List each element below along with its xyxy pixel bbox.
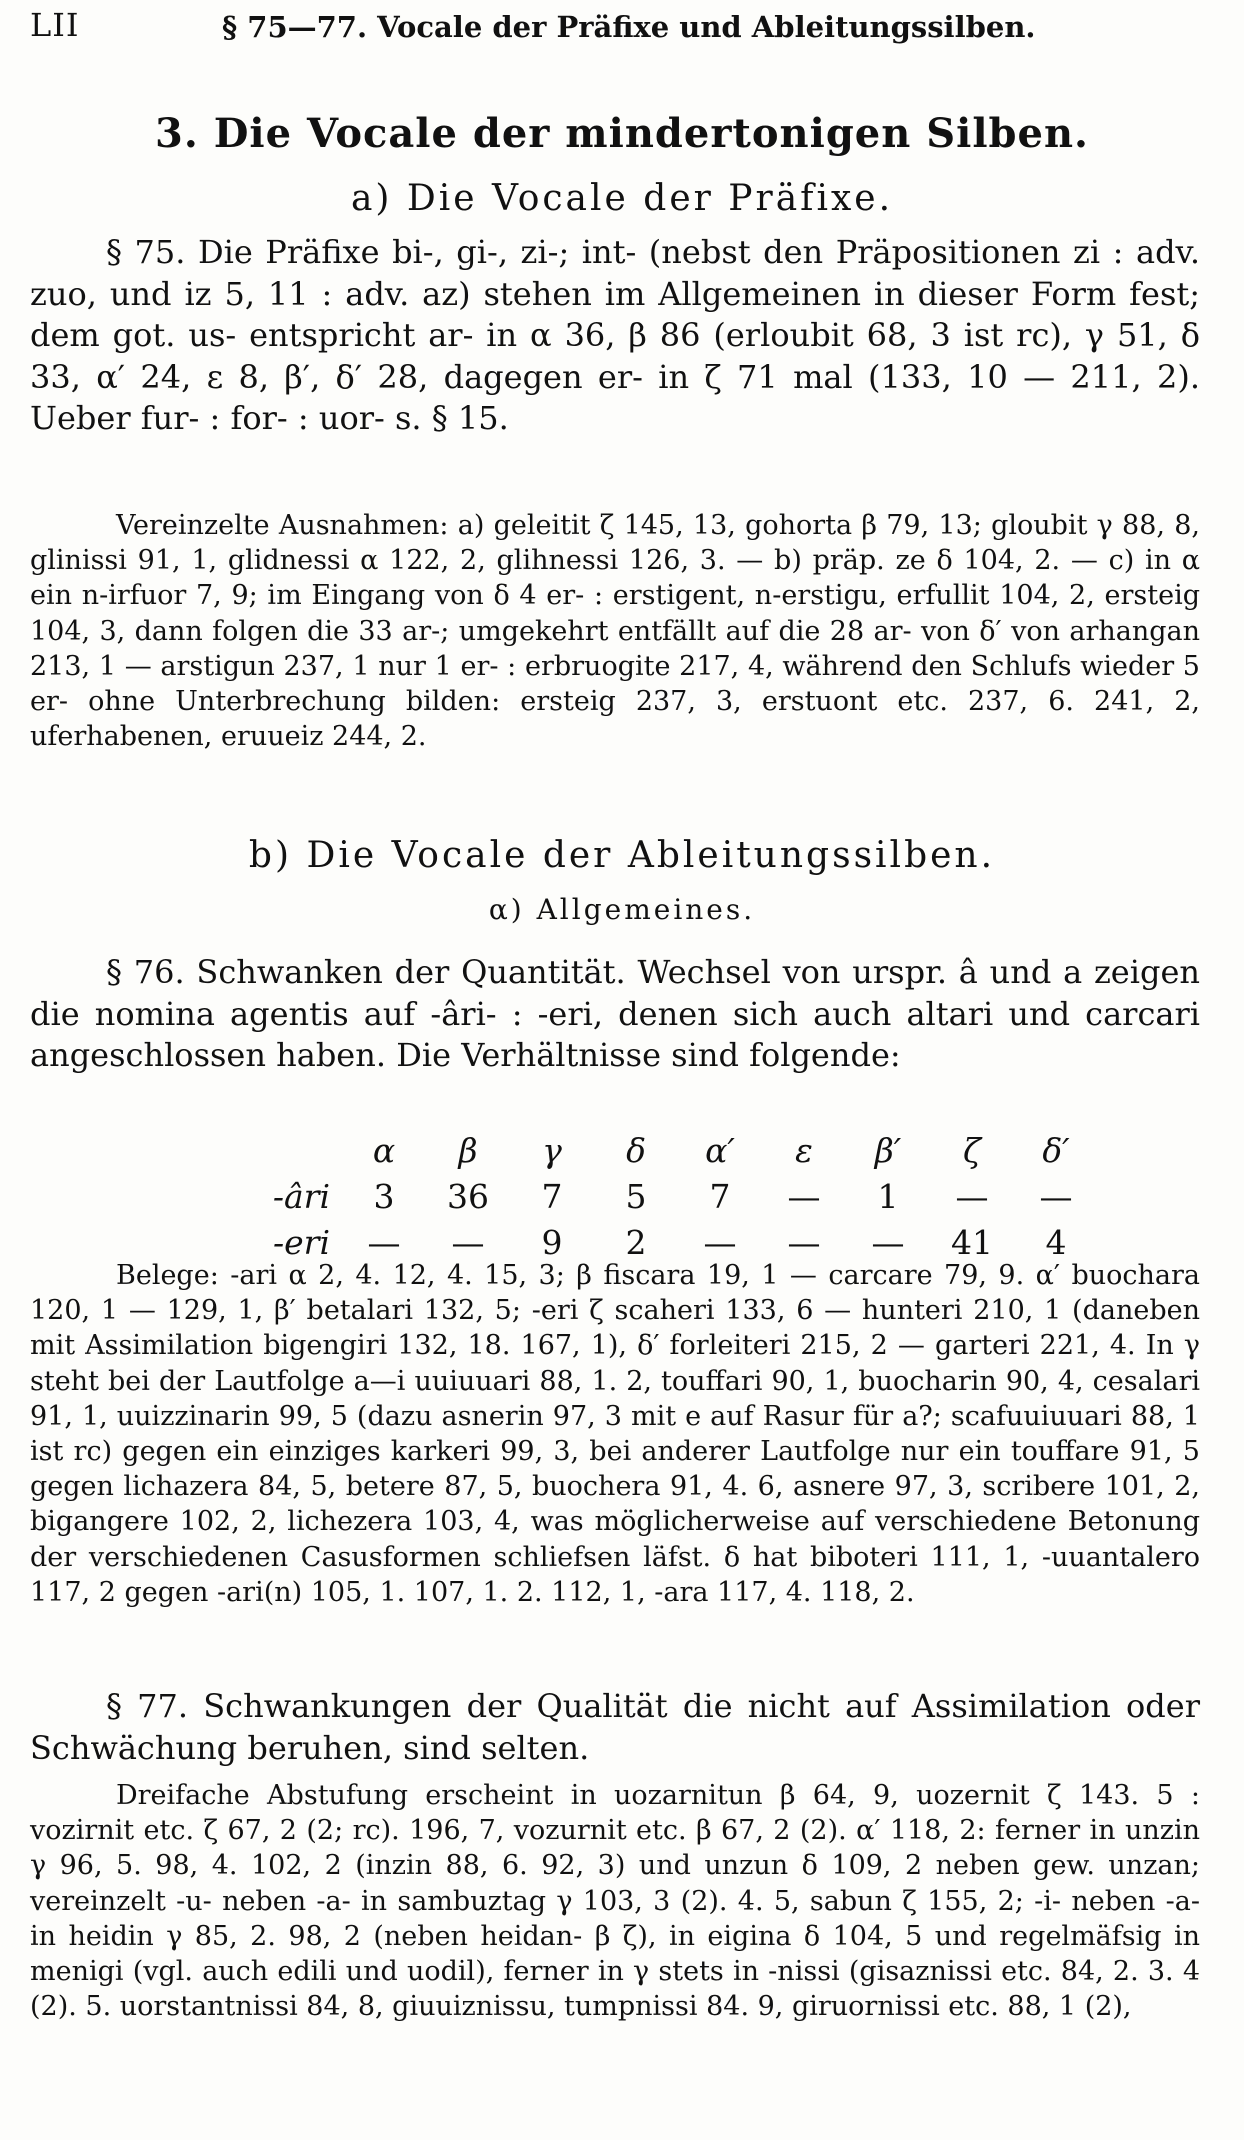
table-cell: 7 — [709, 1176, 731, 1216]
table-header-cell: ζ — [963, 1130, 981, 1170]
paragraph-76-note — [30, 1258, 1200, 1610]
paragraph-76-note-text: Belege: -ari α 2, 4. 12, 4. 15, 3; β fiscara 19, 1 — carcare 79, 9. α′ buochara 120, 1 — 129, 1, β′ betalari 132, 5; -eri ζ scaheri 133, 6 — hunteri 210, 1 (daneben mit Assimilation bigengiri 132, 18. 167, 1), δ′ forleiteri 215, 2 — garteri 221, 4. In γ steht bei der Lautfolge a—i uuiuuari 88, 1. 2, touffari 90, 1, buocharin 90, 4, cesalari 91, 1, uuizzinarin 99, 5 (dazu asnerin 97, 3 mit e auf Rasur für a?; scafuuiuuari 88, 1 ist rc) gegen ein einziges karkeri 99, 3, bei anderer Lautfolge nur ein touffare 91, 5 gegen lichazera 84, 5, betere 87, 5, buochera 91, 4. 6, asnere 97, 3, scribere 101, 2, bigangere 102, 2, lichezera 103, 4, was möglicherweise auf verschiedene Betonung der verschiedenen Casusformen schliefsen läfst. δ hat biboteri 111, 1, -uuantalero 117, 2 gegen -ari(n) 105, 1. 107, 1. 2. 112, 1, -ara 117, 4. 118, 2. — [30, 1260, 1200, 1608]
paragraph-75 — [30, 232, 1200, 440]
table-corner — [190, 1127, 342, 1173]
table-header-cell: ε — [795, 1130, 813, 1170]
table-row-label: -eri — [272, 1222, 330, 1262]
table-row — [190, 1173, 1098, 1219]
table-cell: 36 — [447, 1176, 489, 1216]
table-cell: 41 — [951, 1222, 993, 1262]
table-cell: 3 — [373, 1176, 395, 1216]
table-cell: 7 — [541, 1176, 563, 1216]
table-header-cell: δ′ — [1042, 1130, 1070, 1170]
subheading-general: α) Allgemeines. — [488, 893, 756, 926]
table-header-row — [190, 1127, 1098, 1173]
table-cell: 9 — [541, 1222, 563, 1262]
running-head — [22, 6, 1212, 52]
table-header-cell: α — [372, 1130, 396, 1170]
table-cell: — — [787, 1222, 821, 1262]
table-cell: — — [871, 1222, 905, 1262]
paragraph-76-text: § 76. Schwanken der Quantität. Wechsel von urspr. â und a zeigen die nomina agentis auf -âri- : -eri, denen sich auch altari und carcari angeschlossen haben. Die Verhältnisse sind folgende: — [30, 953, 1200, 1074]
table-header-cell: δ — [626, 1130, 646, 1170]
table-cell: 5 — [625, 1176, 647, 1216]
paragraph-77-note-text: Dreifache Abstufung erscheint in uozarnitun β 64, 9, uozernit ζ 143. 5 : vozirnit etc. ζ 67, 2 (2; rc). 196, 7, vozurnit etc. β 67, 2 (2). α′ 118, 2: ferner in unzin γ 96, 5. 98, 4. 102, 2 (inzin 88, 6. 92, 3) und unzun δ 109, 2 neben gew. unzan; vereinzelt -u- neben -a- in sambuztag γ 103, 3 (2). 4. 5, sabun ζ 155, 2; -i- neben -a- in heidin γ 85, 2. 98, 2 (neben heidan- β ζ), in eigina δ 104, 5 und regelmäfsig in menigi (vgl. auch edili und uodil), ferner in γ stets in -nissi (gisaznissi etc. 84, 2. 3. 4 (2). 5. uorstantnissi 84, 8, giuuiznissu, tumpnissi 84. 9, giruornissi etc. 88, 1 (2), — [30, 1780, 1200, 2023]
table-header-cell: β′ — [874, 1130, 902, 1170]
table-cell: — — [703, 1222, 737, 1262]
table-cell: — — [367, 1222, 401, 1262]
paragraph-75-note — [30, 508, 1200, 754]
paragraph-77 — [30, 1686, 1200, 1769]
table-cell: — — [451, 1222, 485, 1262]
table-cell: — — [787, 1176, 821, 1216]
table-cell: 2 — [625, 1222, 647, 1262]
table-row-label: -âri — [272, 1176, 330, 1216]
table-header-cell: β — [458, 1130, 478, 1170]
running-title: § 75—77. Vocale der Präfixe und Ableitungssilben. — [222, 10, 1036, 44]
paragraph-75-text: § 75. Die Präfixe bi-, gi-, zi-; int- (nebst den Präpositionen zi : adv. zuo, und iz 5, 11 : adv. az) stehen im Allgemeinen in dieser Form fest; dem got. us- entspricht ar- in α 36, β 86 (erloubit 68, 3 ist rc), γ 51, δ 33, α′ 24, ε 8, β′, δ′ 28, dagegen er- in ζ 71 mal (133, 10 — 211, 2). Ueber fur- : for- : uor- s. § 15. — [30, 233, 1200, 437]
vowel-count-table — [190, 1127, 1098, 1265]
table-cell: — — [1039, 1176, 1073, 1216]
table-cell: 4 — [1045, 1222, 1067, 1262]
section-heading: 3. Die Vocale der mindertonigen Silben. — [155, 110, 1089, 157]
paragraph-76 — [30, 952, 1200, 1077]
paragraph-75-note-text: Vereinzelte Ausnahmen: a) geleitit ζ 145, 13, gohorta β 79, 13; gloubit γ 88, 8, glinissi 91, 1, glidnessi α 122, 2, glihnessi 126, 3. — b) präp. ze δ 104, 2. — c) in α ein n-irfuor 7, 9; im Eingang von δ 4 er- : erstigent, n-erstigu, erfullit 104, 2, ersteig 104, 3, dann folgen die 33 ar-; umgekehrt entfällt auf die 28 ar- von δ′ von arhangan 213, 1 — arstigun 237, 1 nur 1 er- : erbruogite 217, 4, während den Schlufs wieder 5 er- ohne Unterbrechung bilden: ersteig 237, 3, erstuont etc. 237, 6. 241, 2, uferhabenen, eruueiz 244, 2. — [30, 510, 1200, 753]
table-cell: — — [955, 1176, 989, 1216]
paragraph-77-text: § 77. Schwankungen der Qualität die nicht auf Assimilation oder Schwächung beruhen, sind selten. — [30, 1687, 1200, 1767]
table-header-cell: α′ — [705, 1130, 735, 1170]
page-number: LII — [30, 6, 80, 44]
subheading-prefixes: a) Die Vocale der Präfixe. — [350, 178, 894, 219]
table-header-cell: γ — [542, 1130, 562, 1170]
paragraph-77-note — [30, 1778, 1200, 2024]
table-cell: 1 — [877, 1176, 899, 1216]
subheading-derivational: b) Die Vocale der Ableitungssilben. — [248, 835, 996, 876]
